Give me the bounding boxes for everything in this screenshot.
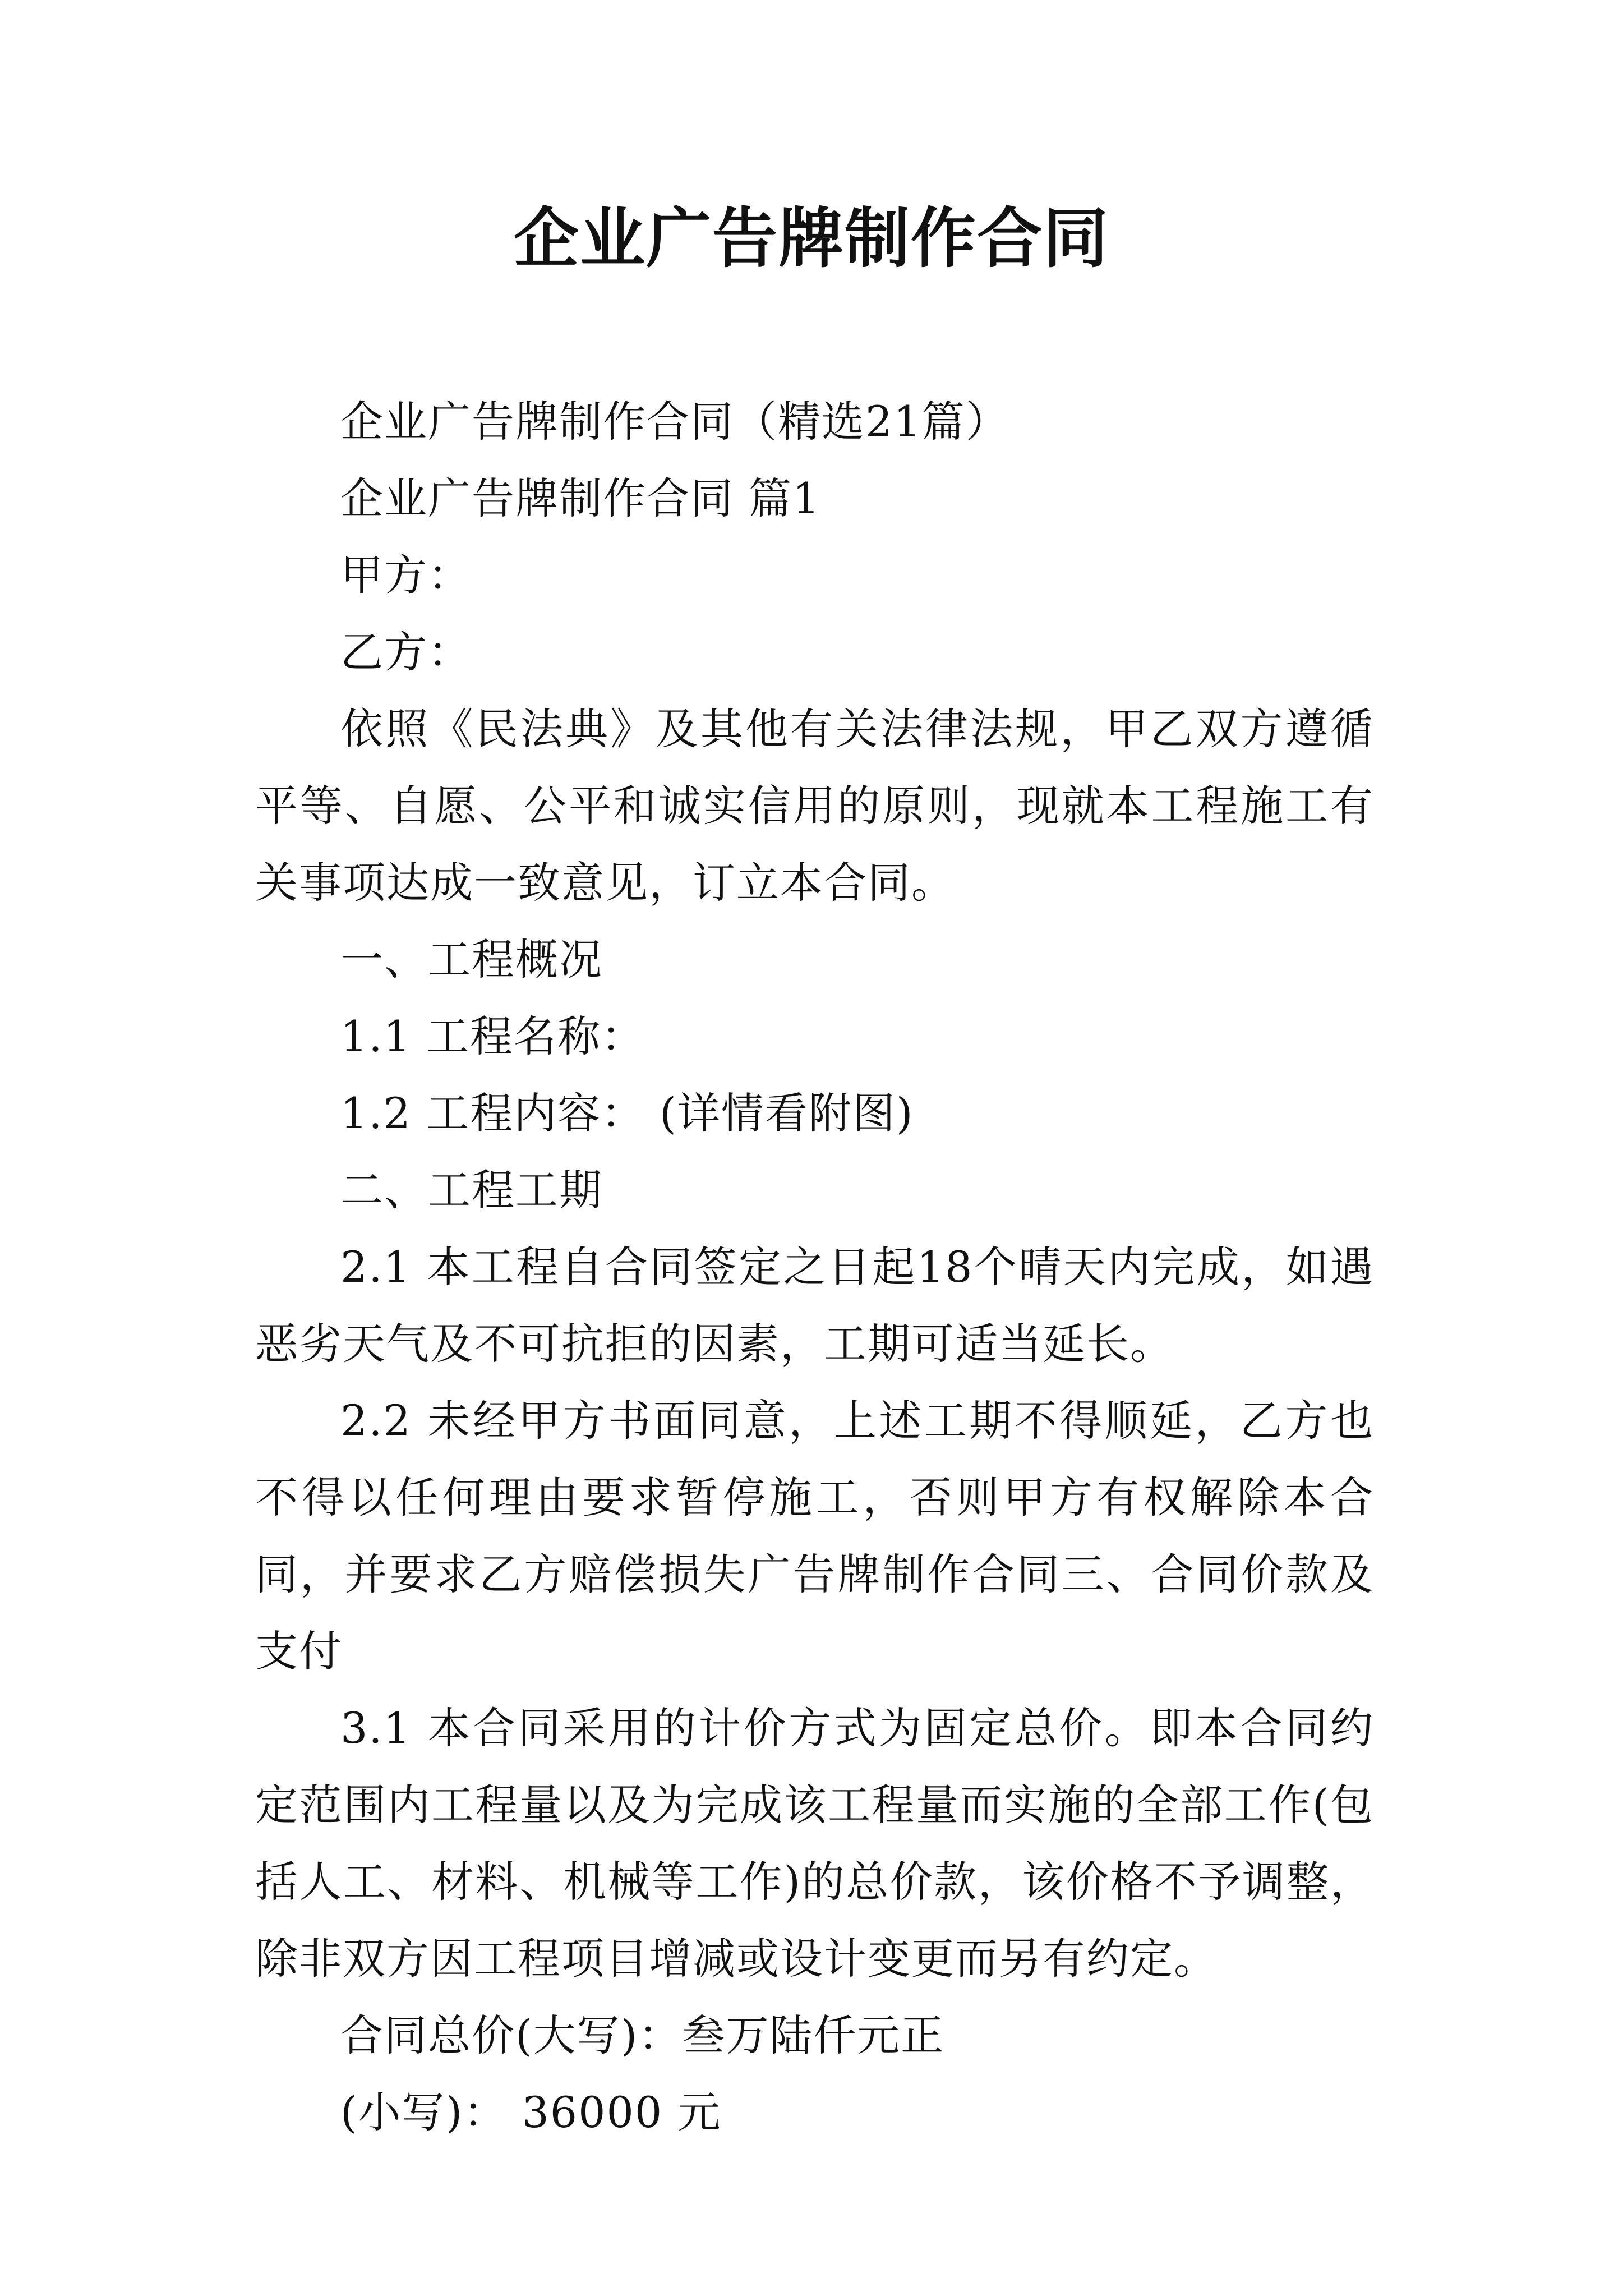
- paragraph-clause-1-1: 1.1 工程名称：: [340, 1011, 645, 1061]
- paragraph-clause-2-1: 2.1 本工程自合同签定之日起18个晴天内完成，如遇恶劣天气及不可抗拒的因素，工期可适当延长。: [255, 1242, 1374, 1369]
- paragraph-heading-overview: 一、工程概况: [340, 935, 603, 984]
- paragraph-section-heading: 企业广告牌制作合同 篇1: [340, 473, 821, 523]
- document-body: [255, 383, 1374, 2151]
- paragraph-party-a: 甲方：: [340, 550, 472, 600]
- paragraph-clause-2-2: 2.2 未经甲方书面同意，上述工期不得顺延，乙方也不得以任何理由要求暂停施工，否则甲方有权解除本合同，并要求乙方赔偿损失广告牌制作合同三、合同价款及支付: [255, 1396, 1374, 1676]
- paragraph-party-b: 乙方：: [340, 627, 472, 677]
- paragraph-preamble: 依照《民法典》及其他有关法律法规，甲乙双方遵循平等、自愿、公平和诚实信用的原则，现就本工程施工有关事项达成一致意见，订立本合同。: [255, 704, 1374, 908]
- paragraph-total-price-words: 合同总价(大写)：叁万陆仟元正: [340, 2010, 945, 2060]
- document-title: 企业广告牌制作合同: [514, 200, 1109, 277]
- paragraph-clause-1-2: 1.2 工程内容： (详情看附图): [340, 1088, 914, 1138]
- paragraph-collection-title: 企业广告牌制作合同（精选21篇）: [340, 397, 1009, 447]
- paragraph-total-price-figures: (小写)： 36000 元: [340, 2087, 722, 2137]
- paragraph-clause-3-1: 3.1 本合同采用的计价方式为固定总价。即本合同约定范围内工程量以及为完成该工程量而实施的全部工作(包括人工、材料、机械等工作)的总价款，该价格不予调整，除非双方因工程项目增减或设计变更而另有约定。: [255, 1703, 1374, 1984]
- paragraph-heading-schedule: 二、工程工期: [340, 1165, 603, 1215]
